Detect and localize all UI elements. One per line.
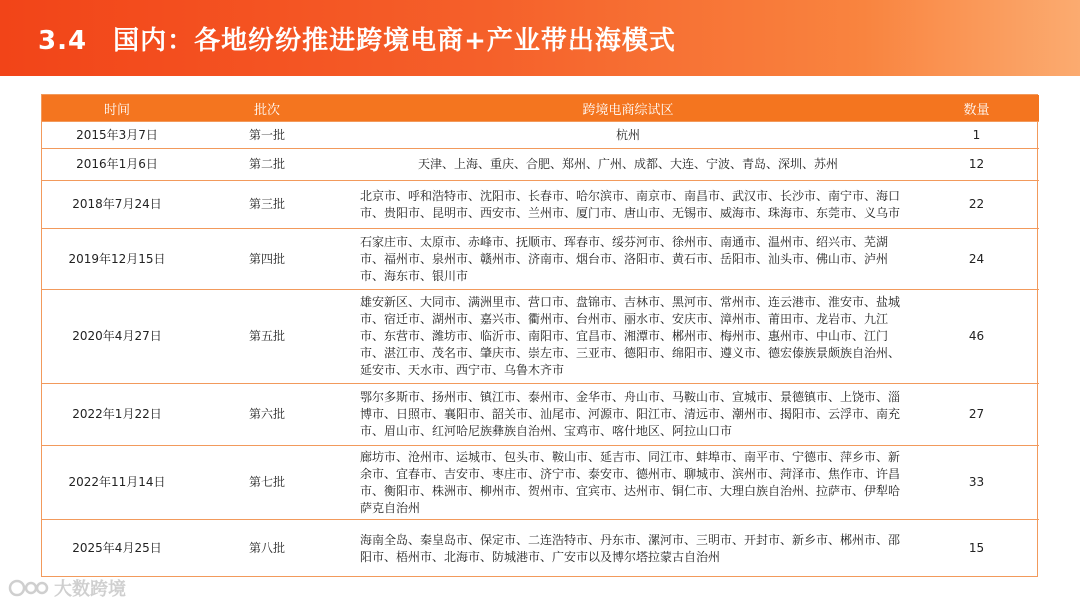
- cell-count: 27: [914, 384, 1039, 446]
- cell-batch: 第六批: [192, 384, 342, 446]
- cell-count: 1: [914, 122, 1039, 149]
- cell-batch: 第八批: [192, 520, 342, 578]
- table-row: [42, 122, 1039, 149]
- cell-time: 2022年11月14日: [42, 446, 192, 520]
- logo-text: 大数跨境: [54, 579, 126, 600]
- column-header-zone: 跨境电商综试区: [342, 95, 914, 122]
- column-header-batch: 批次: [192, 95, 342, 122]
- cell-batch: 第四批: [192, 229, 342, 290]
- cell-count: 15: [914, 520, 1039, 578]
- table-row: [42, 290, 1039, 384]
- cell-cities: 北京市、呼和浩特市、沈阳市、长春市、哈尔滨市、南京市、南昌市、武汉市、长沙市、南宁市、海口市、贵阳市、昆明市、西安市、兰州市、厦门市、唐山市、无锡市、威海市、珠海市、东莞市、义乌市: [342, 181, 914, 229]
- cell-count: 24: [914, 229, 1039, 290]
- cell-cities: 鄂尔多斯市、扬州市、镇江市、泰州市、金华市、舟山市、马鞍山市、宣城市、景德镇市、上饶市、淄博市、日照市、襄阳市、韶关市、汕尾市、河源市、阳江市、清远市、潮州市、揭阳市、云浮市、南充市、眉山市、红河哈尼族彝族自治州、宝鸡市、喀什地区、阿拉山口市: [342, 384, 914, 446]
- watermark-logo: [8, 572, 126, 604]
- cell-count: 33: [914, 446, 1039, 520]
- cell-batch: 第二批: [192, 149, 342, 181]
- cell-count: 22: [914, 181, 1039, 229]
- cell-batch: 第七批: [192, 446, 342, 520]
- cell-batch: 第一批: [192, 122, 342, 149]
- cell-time: 2019年12月15日: [42, 229, 192, 290]
- cell-time: 2025年4月25日: [42, 520, 192, 578]
- cell-count: 46: [914, 290, 1039, 384]
- cell-cities: 杭州: [342, 122, 914, 149]
- column-header-time: 时间: [42, 95, 192, 122]
- cell-cities: 石家庄市、太原市、赤峰市、抚顺市、珲春市、绥芬河市、徐州市、南通市、温州市、绍兴市、芜湖市、福州市、泉州市、赣州市、济南市、烟台市、洛阳市、黄石市、岳阳市、汕头市、佛山市、泸州市、海东市、银川市: [342, 229, 914, 290]
- cell-time: 2022年1月22日: [42, 384, 192, 446]
- table-row: [42, 181, 1039, 229]
- section-number: 3.4: [38, 25, 88, 56]
- page-title: [0, 20, 676, 57]
- page-header: [0, 0, 1080, 76]
- table-row: [42, 229, 1039, 290]
- cell-cities: 雄安新区、大同市、满洲里市、营口市、盘锦市、吉林市、黑河市、常州市、连云港市、淮安市、盐城市、宿迁市、湖州市、嘉兴市、衢州市、台州市、丽水市、安庆市、漳州市、莆田市、龙岩市、九江市、东营市、潍坊市、临沂市、南阳市、宜昌市、湘潭市、郴州市、梅州市、惠州市、中山市、江门市、湛江市、茂名市、肇庆市、崇左市、三亚市、德阳市、绵阳市、遵义市、德宏傣族景颇族自治州、延安市、天水市、西宁市、乌鲁木齐市: [342, 290, 914, 384]
- pilot-zone-table: [41, 94, 1038, 577]
- cell-time: 2020年4月27日: [42, 290, 192, 384]
- cell-cities: 廊坊市、沧州市、运城市、包头市、鞍山市、延吉市、同江市、蚌埠市、南平市、宁德市、萍乡市、新余市、宜春市、吉安市、枣庄市、济宁市、泰安市、德州市、聊城市、滨州市、菏泽市、焦作市、许昌市、衡阳市、株洲市、柳州市、贺州市、宜宾市、达州市、铜仁市、大理白族自治州、拉萨市、伊犁哈萨克自治州: [342, 446, 914, 520]
- column-header-count: 数量: [914, 95, 1039, 122]
- cell-cities: 天津、上海、重庆、合肥、郑州、广州、成都、大连、宁波、青岛、深圳、苏州: [342, 149, 914, 181]
- cell-batch: 第五批: [192, 290, 342, 384]
- table-row: [42, 446, 1039, 520]
- cell-time: 2015年3月7日: [42, 122, 192, 149]
- table-row: [42, 384, 1039, 446]
- cell-count: 12: [914, 149, 1039, 181]
- section-title: 国内：各地纷纷推进跨境电商+产业带出海模式: [113, 25, 676, 56]
- table-row: [42, 149, 1039, 181]
- cell-time: 2016年1月6日: [42, 149, 192, 181]
- cell-cities: 海南全岛、秦皇岛市、保定市、二连浩特市、丹东市、漯河市、三明市、开封市、新乡市、郴州市、邵阳市、梧州市、北海市、防城港市、广安市以及博尔塔拉蒙古自治州: [342, 520, 914, 578]
- table-row: [42, 520, 1039, 578]
- cell-batch: 第三批: [192, 181, 342, 229]
- dashu-logo-icon: [8, 576, 50, 600]
- table-header-row: [42, 95, 1039, 122]
- cell-time: 2018年7月24日: [42, 181, 192, 229]
